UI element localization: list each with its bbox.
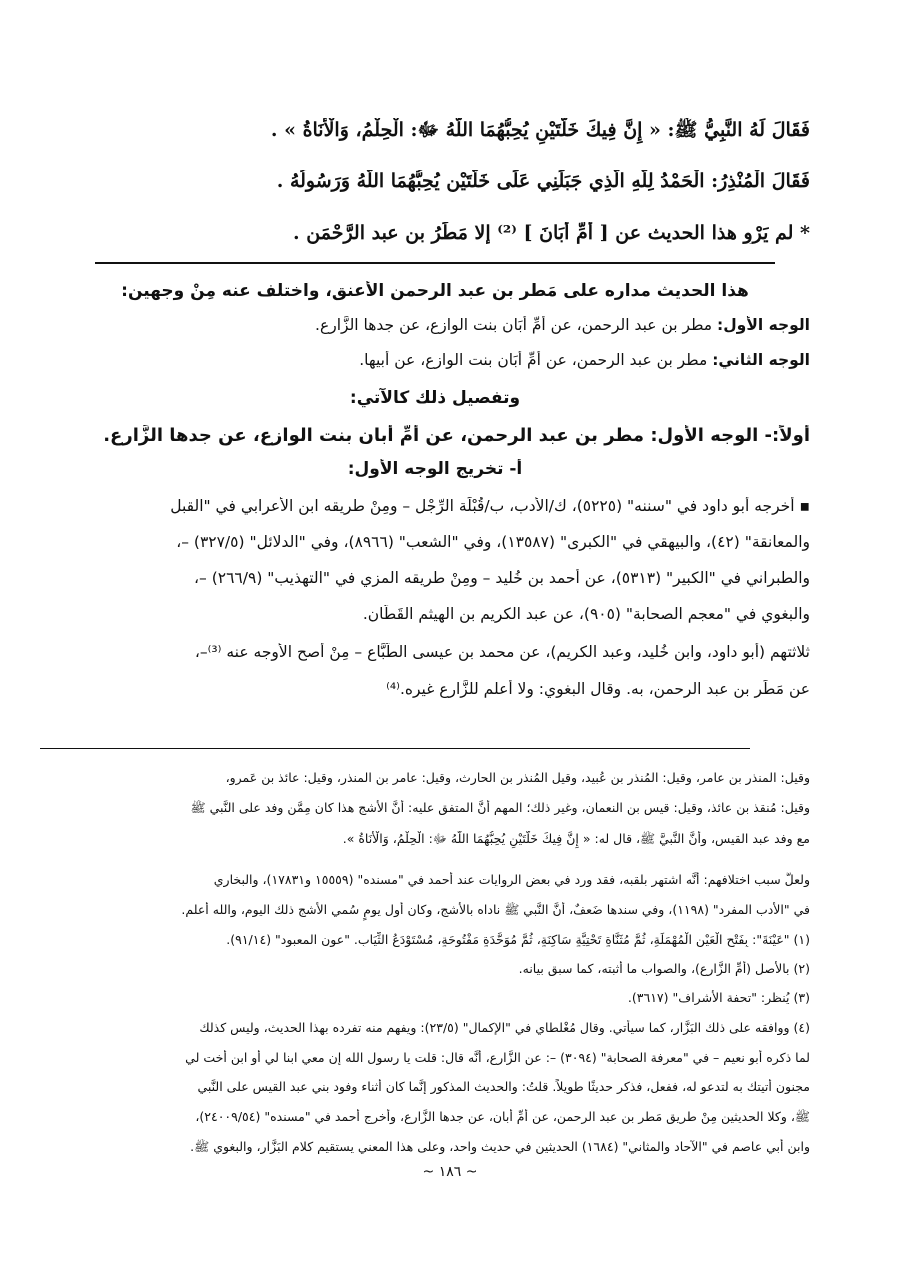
takhrij-line-1: ▪ أخرجه أبو داود في "سننه" (٥٢٢٥)، ك/الأدب، ب/قُبْلَة الرِّجْل – ومِنْ طريقه ابن الأعرابي في "القبل (170, 497, 810, 515)
details-heading: وتفصيل ذلك كالآتي: (349, 388, 521, 408)
first-aspect-heading (60, 425, 810, 446)
hadith-line-1: فَقَالَ لَهُ النَّبِيُّ ﷺ: « إِنَّ فِيكَ خَلَّتَيْنِ يُحِبُّهُمَا اللَّهُ ﷻ: الْحِلْمُ، وَالْأَنَاةُ » . (270, 119, 810, 141)
footnote-1: (١) "عَيْنَةَ": بِفَتْحِ الْعَيْنِ الْمُهْمَلَةِ، ثُمَّ مُثَنَّاةٍ تَحْتِيَّةٍ سَاكِنَةٍ، ثُمَّ مُوَحَّدَةٍ مَفْتُوحَةٍ، مُسْتَوْدَعُ الثِّيَابِ. "عون المعبود" (٩١/١٤). (226, 932, 810, 947)
summary-line-2: عن مَطَر بن عبد الرحمن، به. وقال البغوي: ولا أعلم للزَّارع غيره.⁽⁴⁾ (386, 680, 810, 698)
footnote-line: ولعلَّ سبب اختلافهم: أنَّه اشتهر بلقبه، فقد ورد في بعض الروايات عند أحمد في "مسنده" (١٥٥٥٩ و١٧٨٣١)، والبخاري (213, 872, 810, 887)
footnote-line: وقيل: مُنقذ بن عائذ، وقيل: قيس بن النعمان، وغير ذلك؛ المهم أنَّ المتفق عليه: أنَّ الأشج هذا كان مِمَّن وفد على النَّبي ﷺ (190, 800, 810, 815)
footnote-4: (٤) ووافقه على ذلك البَزَّار، كما سيأتي. وقال مُغْلطاي في "الإكمال" (٢٣/٥): ويفهم منه تفرده بهذا الحديث، وليس كذلك (199, 1020, 810, 1035)
footnote-line: في "الأدب المفرد" (١١٩٨)، وفي سندها ضَعفٌ، أنَّ النَّبي ﷺ ناداه بالأشج، وكان أول يومٍ سُمي الأشج ذلك اليوم، والله أعلم. (181, 902, 810, 917)
footnote-line: وابن أبي عاصم في "الآحاد والمثاني" (١٦٨٤) الحديثين في حديث واحد، وعلى هذا المعني يستقيم كلام البَزَّار، والبغوي ﷺ. (190, 1139, 810, 1154)
aspect-one-label: الوجه الأول: (717, 316, 810, 334)
narration-note: * لم يَرْوِ هذا الحديث عن [ أُمِّ أَبَانَ ] ⁽²⁾ إلا مَطَرُ بن عبد الرَّحْمَنِ . (293, 222, 810, 244)
aspect-one-text: مطر بن عبد الرحمن، عن أُمِّ أَبَان بنت الوازع، عن جدها الزَّارع. (315, 316, 718, 334)
aspect-two-text: مطر بن عبد الرحمن، عن أُمِّ أَبَان بنت الوازع، عن أبيها. (359, 351, 713, 369)
aspect-two-label: الوجه الثاني: (712, 351, 810, 369)
takhrij-subheading: أ- تخريج الوجه الأول: (347, 459, 523, 479)
takhrij-line-4: والبغوي في "معجم الصحابة" (٩٠٥)، عن عبد الكريم بن الهيثم القَطَّان. (362, 605, 810, 623)
first-aspect-heading-label: أولاً:- الوجه الأول: (650, 425, 810, 446)
page-number: ~ ١٨٦ ~ (422, 1164, 478, 1180)
hadith-line-2: فَقَالَ الْمُنْذِرُ: الْحَمْدُ لِلَّهِ الَّذِي جَبَلَنِي عَلَى خَلَّتَيْنِ يُحِبُّهُمَا اللَّهُ وَرَسُولُهُ . (276, 170, 810, 192)
summary-line-1: ثلاثتهم (أبو داود، وابن خُليد، وعبد الكريم)، عن محمد بن عيسى الطَّبَّاع – مِنْ أصح الأوجه عنه ⁽³⁾–، (194, 643, 810, 661)
footnote-divider (40, 748, 750, 749)
footnote-line: وقيل: المنذر بن عامر، وقيل: المُنذر بن عُبيد، وقيل المُنذر بن الحارث، وقيل: عامر بن المنذر، وقيل: عائذ بن عَمرو، (225, 770, 810, 785)
footnote-line: ﷺ، وكلا الحديثين مِنْ طريق مَطر بن عبد الرحمن، عن أُمِّ أبان، عن جدها الزَّارع، وأخرج أحمد في "مسنده" (٢٤٠٠٩/٥٤)، (195, 1109, 810, 1124)
footnote-line: مجنون أتيتك به لتدعو له، ففعل، فذكر حديثًا طويلاً. قلتُ: والحديث المذكور إنَّما كان أثناء وفود بني عبد القيس على النَّبي (197, 1079, 810, 1094)
intro-heading: هذا الحديث مداره على مَطر بن عبد الرحمن الأعنق، واختلف عنه مِنْ وجهين: (121, 281, 749, 301)
section-divider (95, 262, 775, 264)
footnote-line: مع وفد عبد القيس، وأنَّ النَّبيَّ ﷺ، قال له: « إِنَّ فِيكَ خَلَّتَيْنِ يُحِبُّهُمَا اللَّهُ ﷻ: الْحِلْمُ، وَالْأَنَاةُ ». (342, 831, 810, 846)
aspect-one (60, 316, 810, 334)
takhrij-line-3: والطبراني في "الكبير" (٥٣١٣)، عن أحمد بن خُليد – ومِنْ طريقه المزي في "التهذيب" (٢٦٦/٩) –، (194, 569, 810, 587)
footnote-2: (٢) بالأصل (أُمِّ الزَّارِعِ)، والصواب ما أثبته، كما سبق بيانه. (518, 961, 810, 976)
aspect-two (60, 351, 810, 369)
footnote-line: لما ذكره أبو نعيم – في "معرفة الصحابة" (٣٠٩٤) –: عن الزَّارع، أنَّه قال: قلت يا رسول الله إن معي ابنا لي أو ابن أخت لي (185, 1050, 810, 1065)
takhrij-line-2: والمعانقة" (٤٢)، والبيهقي في "الكبرى" (١٣٥٨٧)، وفي "الشعب" (٨٩٦٦)، وفي "الدلائل" (٣٢٧/٥) –، (176, 533, 810, 551)
footnote-3: (٣) يُنظر: "تحفة الأشراف" (٣٦١٧). (627, 990, 810, 1005)
first-aspect-heading-text: مطر بن عبد الرحمن، عن أمِّ أَبان بنت الوازع، عن جدها الزَّارع. (103, 425, 651, 446)
